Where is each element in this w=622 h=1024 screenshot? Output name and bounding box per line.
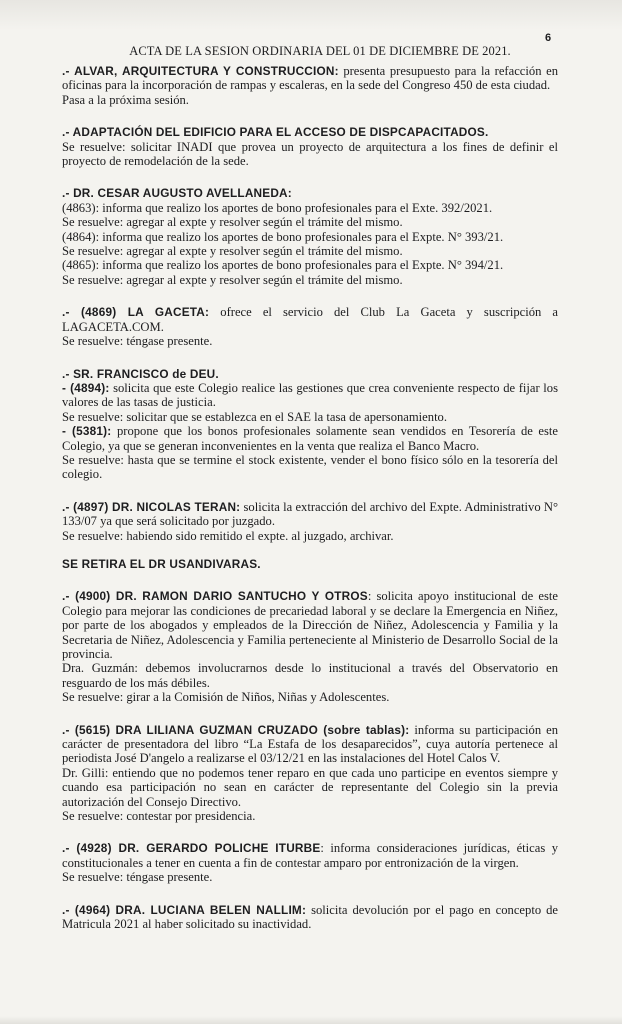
item-gaceta <box>62 305 558 348</box>
item-heading: .- (4869) LA GACETA: <box>62 305 210 320</box>
notice-retira <box>62 557 558 571</box>
item-heading: .- (4900) DR. RAMON DARIO SANTUCHO Y OTROS <box>62 589 368 604</box>
item-resolution: Se resuelve: girar a la Comisión de Niños, Niñas y Adolescentes. <box>62 690 390 705</box>
item-heading: .- (4964) DRA. LUCIANA BELEN NALLIM: <box>62 902 307 917</box>
item-text: ofrece el servicio del Club La Gaceta y suscripción a LAGACETA.COM. <box>62 305 558 334</box>
item-text: : solicita apoyo institucional de este Colegio para mejorar las condiciones de precariedad laboral y se declare la Emergencia en Niñez, por parte de los abogados y empleados de la Dirección de Niñez, Adolescencia y Familia y la Secretaria de Niñez, Adolescencia y Familia perteneciente al Ministerio de Desarrollo Social de la provincia. <box>62 589 558 661</box>
item-text: : informa consideraciones jurídicas, éticas y constitucionales a tener en cuenta a fin de contestar amparo por entronización de la virgen. <box>62 841 558 870</box>
page-number: 6 <box>545 32 552 44</box>
item-heading: .- ADAPTACIÓN DEL EDIFICIO PARA EL ACCESO DE DISPCAPACITADOS. <box>62 125 489 140</box>
item-avellaneda <box>62 186 558 287</box>
item-text: propone que los bonos profesionales solamente sean vendidos en Tesorería de este Colegio, ya que se generan inconvenientes en la venta que realiza el Banco Macro. <box>62 424 558 453</box>
item-resolution: Se resuelve: téngase presente. <box>62 870 213 885</box>
subitem-heading: - (5381): <box>62 424 112 439</box>
item-resolution: Se resuelve: solicitar que se establezca en el SAE la tasa de apersonamiento. <box>62 409 448 424</box>
item-resolution: Se resuelve: habiendo sido remitido el expte. al juzgado, archivar. <box>62 528 394 543</box>
item-line: (4865): informa que realizo los aportes de bono profesionales para el Expte. N° 394/21. <box>62 258 504 273</box>
item-resolution: Se resuelve: hasta que se termine el stock existente, vender el bono físico sólo en la tesorería del colegio. <box>62 452 558 482</box>
notice-text: SE RETIRA EL DR USANDIVARAS. <box>62 556 261 571</box>
item-heading: .- (5615) DRA LILIANA GUZMAN CRUZADO (sobre tablas): <box>62 722 410 737</box>
item-santucho <box>62 589 558 704</box>
item-adaptacion <box>62 125 558 168</box>
item-deu <box>62 367 558 482</box>
item-comment: Dr. Gilli: entiendo que no podemos tener reparo en que cada uno participe en eventos siempre y cuando esa participación no sean en carácter de representante del Colegio sin la previa autorización del Consejo Directivo. <box>62 765 558 809</box>
item-resolution: Se resuelve: agregar al expte y resolver según el trámite del mismo. <box>62 244 403 259</box>
item-text: solicita devolución por el pago en concepto de Matricula 2021 al haber solicitado su inactividad. <box>62 902 558 932</box>
page-bottom-edge <box>0 1016 622 1024</box>
subitem-heading: - (4894): <box>62 380 110 395</box>
item-resolution: Se resuelve: solicitar INADI que provea un proyecto de arquitectura a los fines de definir el proyecto de remodelación de la sede. <box>62 139 558 169</box>
item-text: presenta presupuesto para la refacción en oficinas para la incorporación de rampas y escaleras, en la sede del Congreso 450 de esta ciudad. <box>62 64 558 93</box>
item-guzman <box>62 723 558 824</box>
item-poliche <box>62 841 558 884</box>
item-heading: .- ALVAR, ARQUITECTURA Y CONSTRUCCION: <box>62 64 339 78</box>
item-resolution: Pasa a la próxima sesión. <box>62 92 189 107</box>
item-text: solicita la extracción del archivo del Expte. Administrativo N° 133/07 ya que será solicitado por juzgado. <box>62 499 558 529</box>
item-resolution: Se resuelve: agregar al expte y resolver según el trámite del mismo. <box>62 272 403 287</box>
minutes-body <box>62 64 558 932</box>
item-text: informa su participación en carácter de presentadora del libro “La Estafa de los desaparecidos”, cuya autoría pertenece al periodista José D'angelo a realizarse el 03/12/21 en las instalaciones del Hotel Calos V. <box>62 722 558 766</box>
item-heading: .- SR. FRANCISCO de DEU. <box>62 366 219 381</box>
item-heading: .- DR. CESAR AUGUSTO AVELLANEDA: <box>62 186 292 201</box>
item-teran <box>62 500 558 543</box>
item-resolution: Se resuelve: agregar al expte y resolver según el trámite del mismo. <box>62 215 403 230</box>
item-resolution: Se resuelve: téngase presente. <box>62 334 213 349</box>
item-text: solicita que este Colegio realice las gestiones que crea conveniente respecto de fijar los valores de las tasas de justicia. <box>62 380 558 410</box>
item-line: (4863): informa que realizo los aportes de bono profesionales para el Exte. 392/2021. <box>62 200 493 215</box>
item-comment: Dra. Guzmán: debemos involucrarnos desde lo institucional a través del Observatorio en resguardo de los más débiles. <box>62 661 558 690</box>
item-alvar <box>62 64 558 107</box>
page-top-edge <box>0 0 622 30</box>
item-line: (4864): informa que realizo los aportes de bono profesionales para el Expte. N° 393/21. <box>62 229 504 244</box>
item-heading: .- (4897) DR. NICOLAS TERAN: <box>62 499 241 514</box>
document-header: ACTA DE LA SESION ORDINARIA DEL 01 DE DICIEMBRE DE 2021. <box>129 44 511 58</box>
item-resolution: Se resuelve: contestar por presidencia. <box>62 809 256 824</box>
item-nallim <box>62 903 558 932</box>
item-heading: .- (4928) DR. GERARDO POLICHE ITURBE <box>62 841 321 856</box>
